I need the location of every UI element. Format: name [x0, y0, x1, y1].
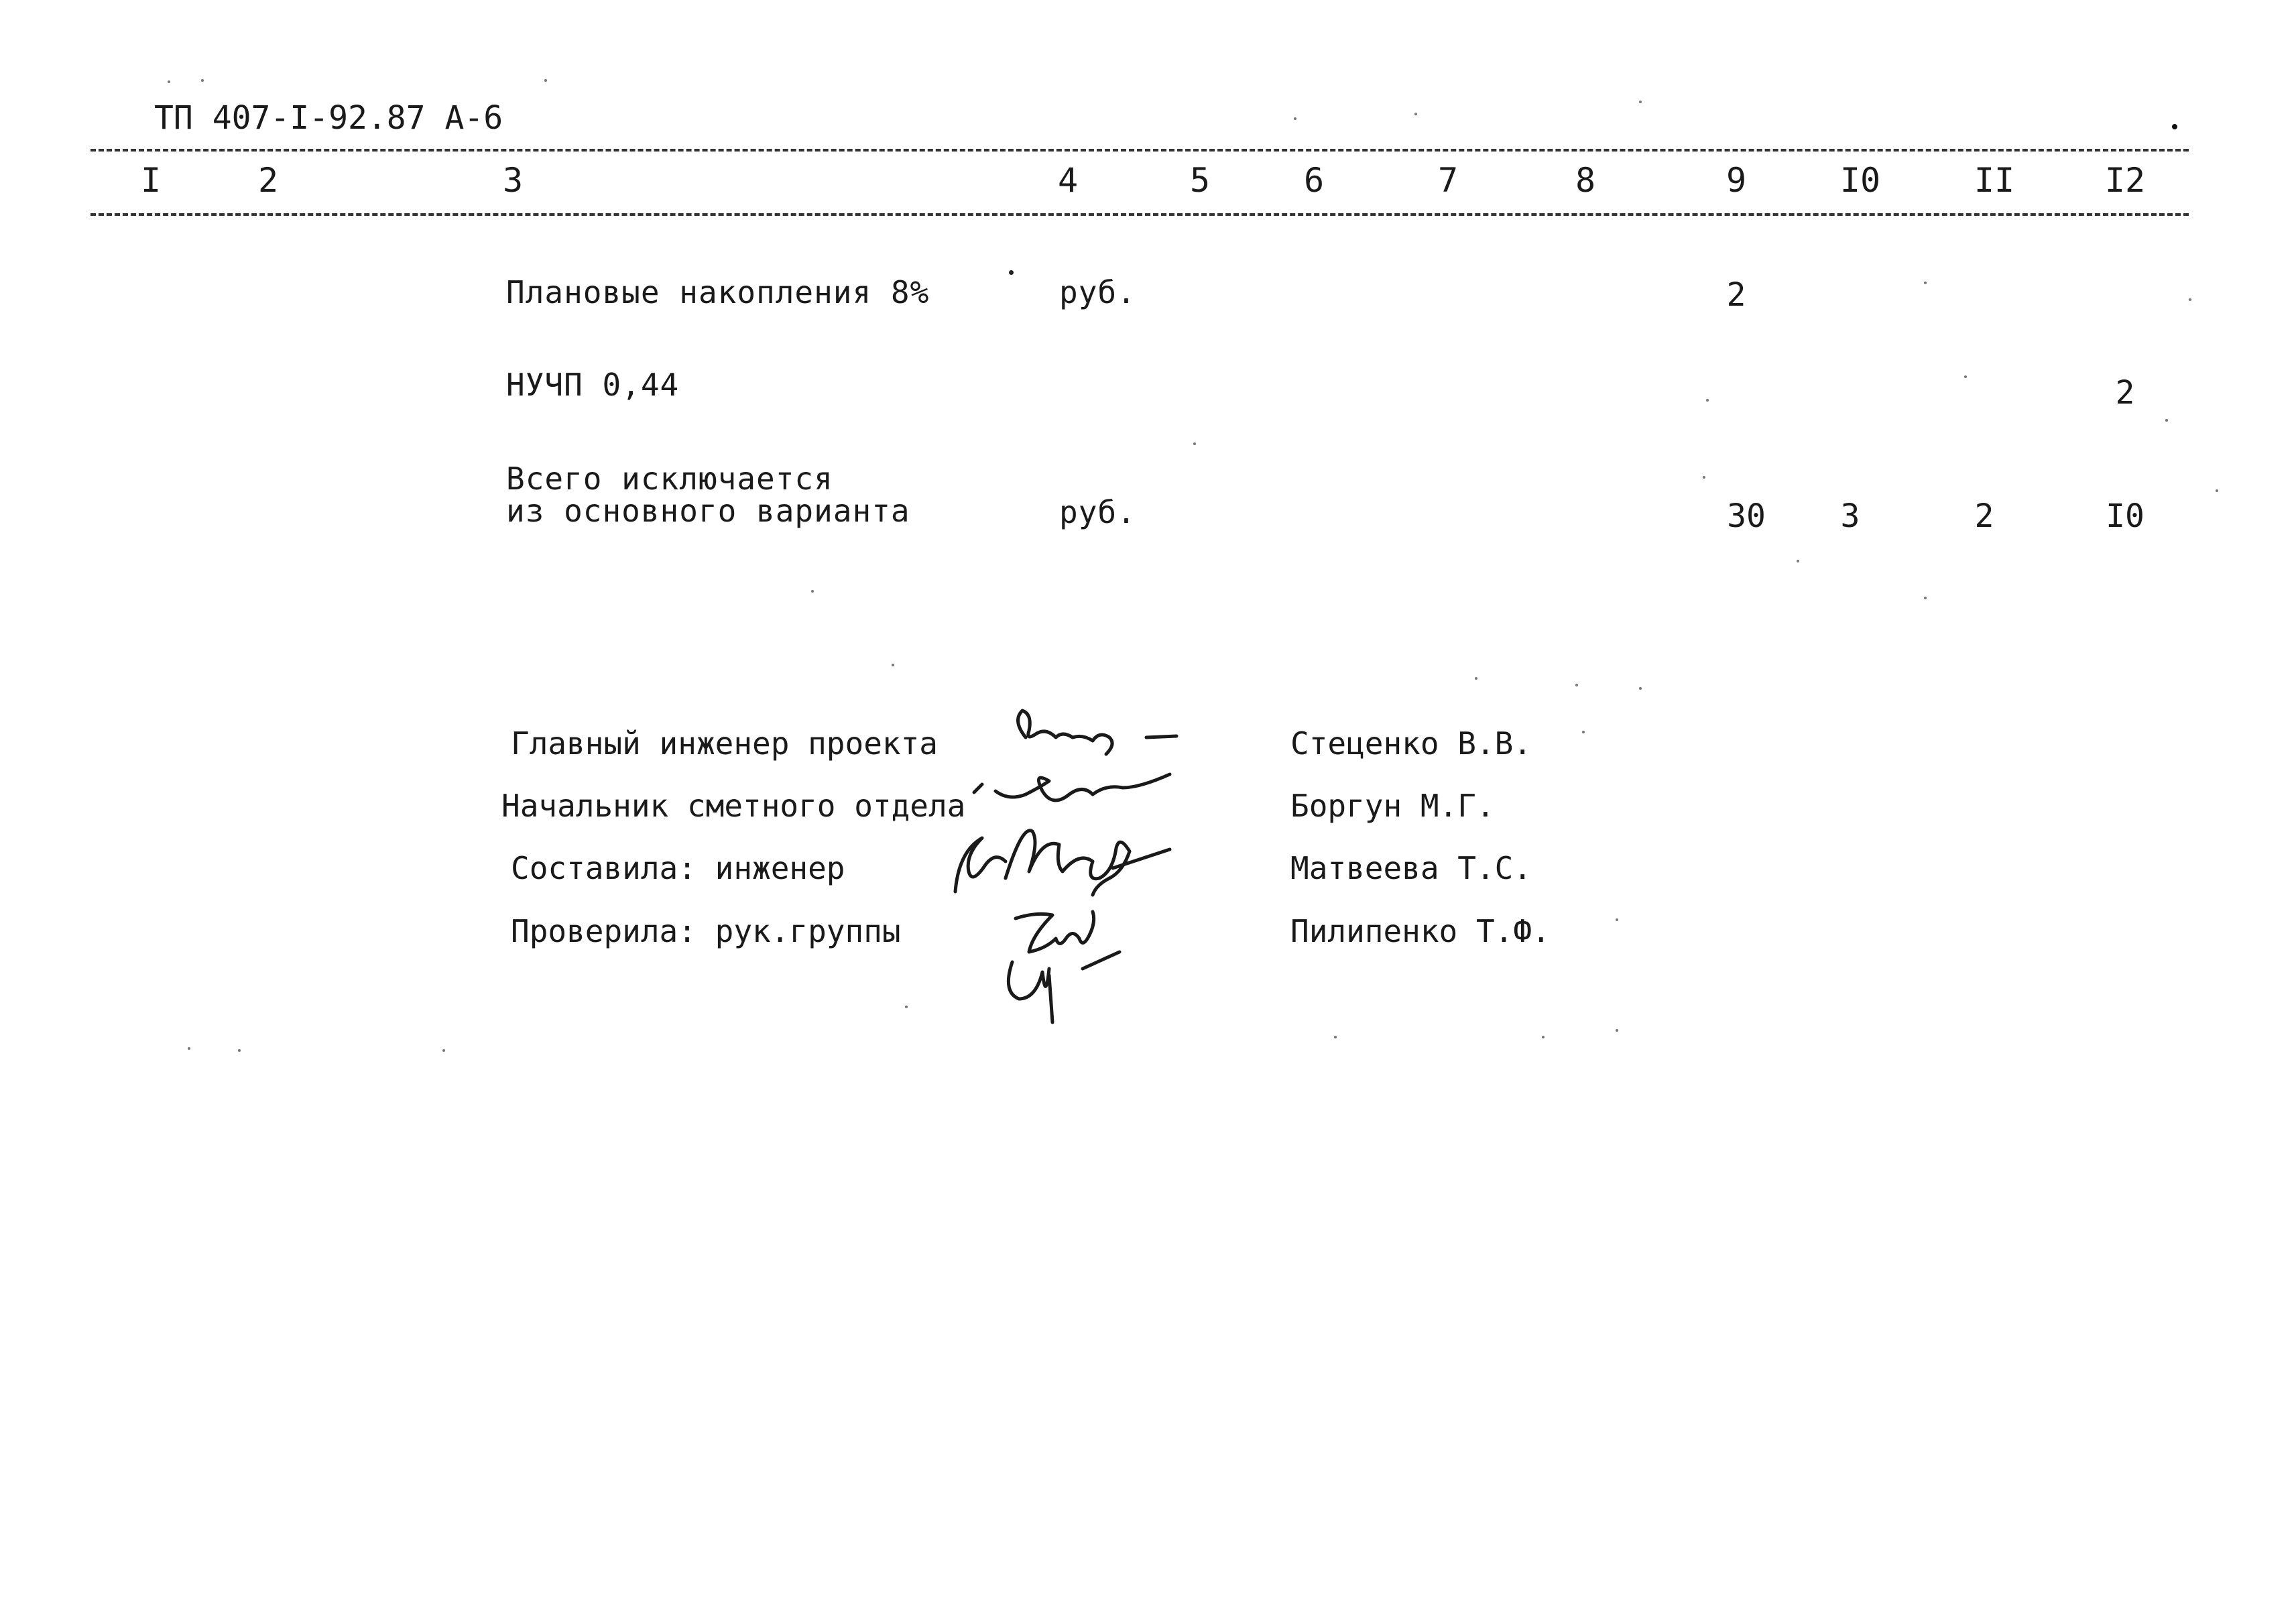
column-number-12: I2	[2104, 161, 2146, 200]
column-number-6: 6	[1303, 161, 1325, 200]
column-number-1: I	[140, 161, 162, 200]
approval-name: Матвеева Т.С.	[1290, 850, 1532, 886]
scan-speck	[1616, 918, 1618, 921]
scan-speck	[1706, 399, 1709, 402]
column-number-10: I0	[1839, 161, 1881, 200]
approval-role: Начальник сметного отдела	[501, 788, 966, 824]
scan-speck	[1797, 560, 1799, 562]
signature-chief-engineer	[1018, 711, 1176, 754]
scan-speck	[1582, 731, 1585, 733]
row-description: Плановые накопления 8%	[506, 274, 930, 310]
scan-speck	[1542, 1036, 1545, 1038]
approval-name: Стеценко В.В.	[1290, 725, 1532, 762]
scan-speck	[188, 1047, 190, 1050]
row-col9: 2	[1726, 276, 1746, 314]
signature-checker	[1008, 912, 1120, 1022]
scan-speck	[811, 590, 814, 593]
row-col10: 3	[1840, 497, 1860, 535]
column-number-5: 5	[1189, 161, 1211, 200]
header-bottom-rule	[90, 213, 2189, 216]
row-unit: руб.	[1059, 274, 1136, 310]
scan-speck	[238, 1049, 241, 1052]
scan-speck	[1639, 687, 1642, 690]
column-number-7: 7	[1437, 161, 1459, 200]
scan-speck	[1924, 282, 1927, 284]
approval-role: Проверила: рук.группы	[511, 913, 901, 949]
scan-speck	[1009, 270, 1014, 275]
scan-speck	[1193, 442, 1196, 445]
approval-role: Главный инженер проекта	[511, 725, 938, 762]
row-description-line: из основного варианта	[506, 493, 910, 529]
scan-speck	[1924, 597, 1927, 599]
column-number-11: II	[1974, 161, 2015, 200]
scan-speck	[1964, 375, 1967, 378]
scan-speck	[2216, 489, 2218, 492]
row-unit: руб.	[1059, 494, 1136, 530]
scan-speck	[1616, 1029, 1618, 1032]
row-col11: 2	[1974, 497, 1994, 535]
approval-role: Составила: инженер	[511, 850, 845, 886]
row-col12: I0	[2106, 497, 2144, 535]
row-description	[506, 463, 910, 527]
scan-speck	[1294, 117, 1296, 120]
column-number-4: 4	[1057, 161, 1079, 200]
column-number-8: 8	[1575, 161, 1596, 200]
scan-speck	[1334, 1036, 1337, 1038]
scan-speck	[1575, 684, 1578, 686]
scan-speck	[442, 1049, 445, 1052]
handwritten-signatures	[925, 697, 1301, 1046]
row-col12: 2	[2115, 374, 2135, 412]
row-col9: 30	[1727, 497, 1766, 535]
column-number-3: 3	[502, 161, 524, 200]
approval-name: Боргун М.Г.	[1290, 788, 1495, 824]
scan-speck	[892, 664, 894, 666]
scan-speck	[1414, 113, 1417, 115]
column-number-9: 9	[1726, 161, 1747, 200]
approval-name: Пилипенко Т.Ф.	[1290, 913, 1551, 949]
scan-speck	[1475, 677, 1477, 680]
signature-department-head	[974, 774, 1170, 800]
row-description-line: Всего исключается	[506, 461, 833, 497]
scan-speck	[905, 1006, 908, 1008]
scan-speck	[201, 79, 204, 82]
scan-speck	[2165, 419, 2168, 422]
scan-speck	[544, 79, 547, 82]
column-number-2: 2	[257, 161, 279, 200]
row-description: НУЧП 0,44	[506, 367, 680, 403]
signature-compiler	[955, 831, 1170, 895]
scan-speck	[168, 80, 170, 83]
scan-speck	[1703, 476, 1705, 479]
scan-speck	[2189, 298, 2191, 301]
scan-speck	[2172, 124, 2177, 129]
header-top-rule	[90, 149, 2189, 152]
scan-speck	[1639, 101, 1642, 103]
document-code: ТП 407-I-92.87 А-6	[154, 99, 503, 137]
